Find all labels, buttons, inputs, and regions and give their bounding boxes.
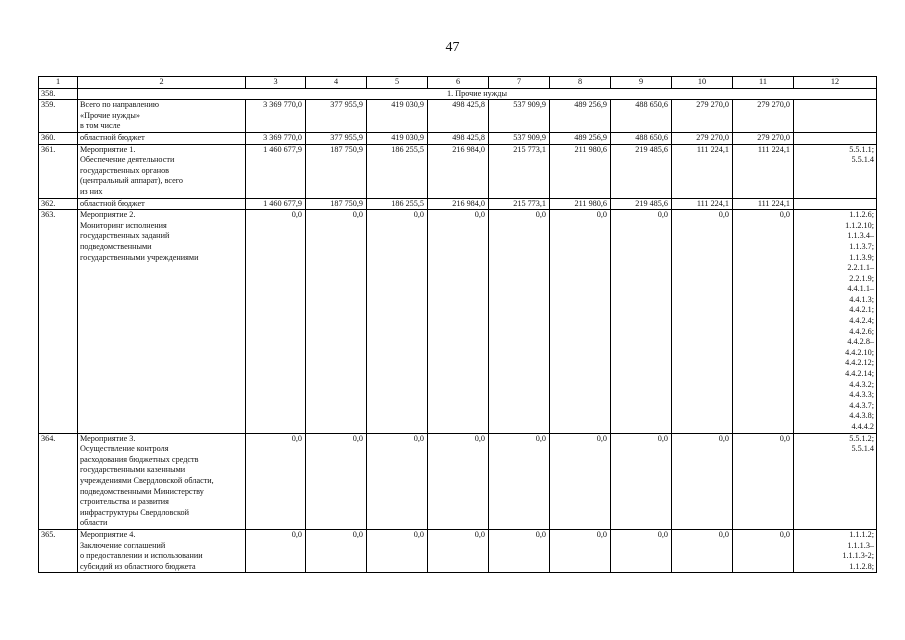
target-indicator: 1.1.3.7;: [849, 241, 874, 251]
target-indicators: [794, 210, 877, 433]
value-cell: 279 270,0: [733, 100, 794, 133]
row-name-line: Осуществление контроля: [80, 444, 169, 454]
value-cell: 0,0: [550, 433, 611, 529]
row-name-line: Обеспечение деятельности: [80, 155, 175, 165]
row-name-line: государственных заданий: [80, 231, 170, 241]
value-cell: 0,0: [550, 210, 611, 433]
value-cell: 219 485,6: [611, 198, 672, 210]
row-number: 361.: [39, 144, 78, 198]
value-cell: 186 255,5: [367, 198, 428, 210]
row-number: 365.: [39, 529, 78, 572]
column-header: 1: [39, 77, 78, 89]
target-indicator: 1.1.2.6;: [849, 210, 874, 220]
value-cell: 498 425,8: [428, 100, 489, 133]
row-name-line: государственными казенными: [80, 465, 186, 475]
target-indicator: 4.4.2.10;: [845, 347, 874, 357]
value-cell: 216 984,0: [428, 144, 489, 198]
value-cell: 0,0: [672, 433, 733, 529]
value-cell: 0,0: [489, 210, 550, 433]
target-indicator: 5.5.1.4: [851, 155, 874, 165]
value-cell: 0,0: [733, 210, 794, 433]
section-title: 1. Прочие нужды: [78, 88, 877, 100]
target-indicator: 4.4.2.12;: [845, 358, 874, 368]
table-body: [39, 88, 877, 573]
row-number: 360.: [39, 132, 78, 144]
target-indicator: 4.4.2.8–: [847, 337, 874, 347]
value-cell: 1 460 677,9: [246, 144, 306, 198]
value-cell: 0,0: [367, 210, 428, 433]
target-indicator: 4.4.3.7;: [849, 400, 874, 410]
table-row: [39, 132, 877, 144]
row-name-line: подведомственными: [80, 241, 152, 251]
target-indicator: 4.4.4.2: [851, 422, 874, 431]
row-name-line: Мероприятие 2.: [80, 210, 136, 220]
value-cell: 279 270,0: [733, 132, 794, 144]
value-cell: 187 750,9: [306, 144, 367, 198]
value-cell: 111 224,1: [672, 198, 733, 210]
table-row: [39, 100, 877, 133]
value-cell: 111 224,1: [733, 144, 794, 198]
value-cell: 1 460 677,9: [246, 198, 306, 210]
column-header: 2: [78, 77, 246, 89]
table-row: [39, 433, 877, 529]
value-cell: 211 980,6: [550, 198, 611, 210]
target-indicator: 2.2.1.9;: [849, 273, 874, 283]
row-name: [78, 529, 246, 572]
value-cell: 0,0: [246, 529, 306, 572]
row-number: 363.: [39, 210, 78, 433]
target-indicator: 4.4.1.1–: [847, 284, 874, 294]
value-cell: 377 955,9: [306, 100, 367, 133]
value-cell: 219 485,6: [611, 144, 672, 198]
section-row: [39, 88, 877, 100]
value-cell: 537 909,9: [489, 100, 550, 133]
row-name-line: Всего по направлению: [80, 100, 160, 110]
target-indicators: [794, 144, 877, 198]
value-cell: 0,0: [489, 433, 550, 529]
target-indicator: 1.1.3.9;: [849, 252, 874, 262]
target-indicator: 2.2.1.1–: [847, 263, 874, 273]
target-indicator: 4.4.2.1;: [849, 305, 874, 315]
value-cell: 537 909,9: [489, 132, 550, 144]
target-indicator: 1.1.2.10;: [845, 220, 874, 230]
row-name-line: государственных органов: [80, 165, 170, 175]
table-row: [39, 529, 877, 572]
row-name-line: Мероприятие 1.: [80, 144, 136, 154]
value-cell: 187 750,9: [306, 198, 367, 210]
value-cell: 186 255,5: [367, 144, 428, 198]
target-indicator: 4.4.1.3;: [849, 294, 874, 304]
value-cell: 419 030,9: [367, 100, 428, 133]
target-indicator: 1.1.1.3-2;: [842, 551, 874, 561]
value-cell: 215 773,1: [489, 198, 550, 210]
target-indicator: 1.1.1.3–: [847, 540, 874, 550]
row-name-line: Мониторинг исполнения: [80, 220, 167, 230]
row-name-line: Мероприятие 3.: [80, 433, 136, 443]
row-name: [78, 433, 246, 529]
table-row: [39, 144, 877, 198]
target-indicators: [794, 529, 877, 572]
target-indicators: [794, 198, 877, 210]
value-cell: 488 650,6: [611, 132, 672, 144]
column-header: 10: [672, 77, 733, 89]
value-cell: 377 955,9: [306, 132, 367, 144]
target-indicator: 4.4.2.4;: [849, 316, 874, 326]
value-cell: 111 224,1: [733, 198, 794, 210]
column-header: 4: [306, 77, 367, 89]
row-name-line: о предоставлении и использовании: [80, 551, 203, 561]
row-name: [78, 198, 246, 210]
column-header: 6: [428, 77, 489, 89]
value-cell: 489 256,9: [550, 100, 611, 133]
value-cell: 419 030,9: [367, 132, 428, 144]
target-indicator: 5.5.1.2;: [849, 433, 874, 443]
value-cell: 0,0: [733, 433, 794, 529]
value-cell: 0,0: [611, 433, 672, 529]
target-indicator: 4.4.2.14;: [845, 369, 874, 379]
row-name-line: области: [80, 518, 108, 528]
target-indicators: [794, 100, 877, 133]
row-name-line: областной бюджет: [80, 132, 145, 142]
value-cell: 0,0: [306, 433, 367, 529]
value-cell: 0,0: [306, 210, 367, 433]
value-cell: 0,0: [246, 433, 306, 529]
target-indicator: 1.1.1.2;: [849, 529, 874, 539]
row-name: [78, 132, 246, 144]
row-name-line: из них: [80, 186, 103, 196]
row-number: 364.: [39, 433, 78, 529]
target-indicators: [794, 433, 877, 529]
column-header: 9: [611, 77, 672, 89]
row-name-line: в том числе: [80, 121, 121, 131]
target-indicator: 1.1.2.8;: [849, 561, 874, 571]
header-row: [39, 77, 877, 89]
row-number: 359.: [39, 100, 78, 133]
row-name-line: инфраструктуры Свердловской: [80, 507, 189, 517]
column-header: 5: [367, 77, 428, 89]
column-header: 3: [246, 77, 306, 89]
value-cell: 0,0: [428, 529, 489, 572]
value-cell: 0,0: [367, 433, 428, 529]
budget-table: [38, 76, 877, 573]
value-cell: 488 650,6: [611, 100, 672, 133]
row-name-line: Мероприятие 4.: [80, 529, 136, 539]
column-header: 8: [550, 77, 611, 89]
row-name: [78, 210, 246, 433]
value-cell: 279 270,0: [672, 100, 733, 133]
table-header: [39, 77, 877, 89]
table-row: [39, 210, 877, 433]
row-name: [78, 144, 246, 198]
value-cell: 0,0: [550, 529, 611, 572]
value-cell: 0,0: [611, 529, 672, 572]
value-cell: 498 425,8: [428, 132, 489, 144]
value-cell: 216 984,0: [428, 198, 489, 210]
page-number: 47: [445, 40, 460, 55]
value-cell: 489 256,9: [550, 132, 611, 144]
value-cell: 0,0: [672, 529, 733, 572]
value-cell: 0,0: [672, 210, 733, 433]
value-cell: 111 224,1: [672, 144, 733, 198]
value-cell: 0,0: [489, 529, 550, 572]
row-number: 362.: [39, 198, 78, 210]
row-name-line: Заключение соглашений: [80, 540, 166, 550]
value-cell: 3 369 770,0: [246, 100, 306, 133]
value-cell: 0,0: [246, 210, 306, 433]
target-indicator: 4.4.3.2;: [849, 379, 874, 389]
row-name-line: расходования бюджетных средств: [80, 454, 199, 464]
row-name-line: областной бюджет: [80, 198, 145, 208]
value-cell: 0,0: [733, 529, 794, 572]
row-name: [78, 100, 246, 133]
table-row: [39, 198, 877, 210]
row-name-line: учреждениями Свердловской области,: [80, 475, 214, 485]
target-indicator: 5.5.1.1;: [849, 144, 874, 154]
value-cell: 215 773,1: [489, 144, 550, 198]
column-header: 7: [489, 77, 550, 89]
value-cell: 0,0: [367, 529, 428, 572]
target-indicator: 4.4.3.3;: [849, 390, 874, 400]
column-header: 11: [733, 77, 794, 89]
row-name-line: строительства и развития: [80, 497, 169, 507]
row-name-line: подведомственными Министерству: [80, 486, 204, 496]
row-name-line: «Прочие нужды»: [80, 110, 140, 120]
value-cell: 0,0: [428, 210, 489, 433]
row-name-line: государственными учреждениями: [80, 252, 199, 262]
value-cell: 279 270,0: [672, 132, 733, 144]
value-cell: 0,0: [428, 433, 489, 529]
value-cell: 3 369 770,0: [246, 132, 306, 144]
target-indicator: 4.4.2.6;: [849, 326, 874, 336]
section-id: 358.: [39, 88, 78, 100]
row-name-line: (центральный аппарат), всего: [80, 176, 184, 186]
target-indicator: 4.4.3.8;: [849, 411, 874, 421]
value-cell: 0,0: [611, 210, 672, 433]
value-cell: 211 980,6: [550, 144, 611, 198]
target-indicator: 5.5.1.4: [851, 444, 874, 454]
target-indicators: [794, 132, 877, 144]
value-cell: 0,0: [306, 529, 367, 572]
target-indicator: 1.1.3.4–: [847, 231, 874, 241]
row-name-line: субсидий из областного бюджета: [80, 561, 196, 571]
column-header: 12: [794, 77, 877, 89]
